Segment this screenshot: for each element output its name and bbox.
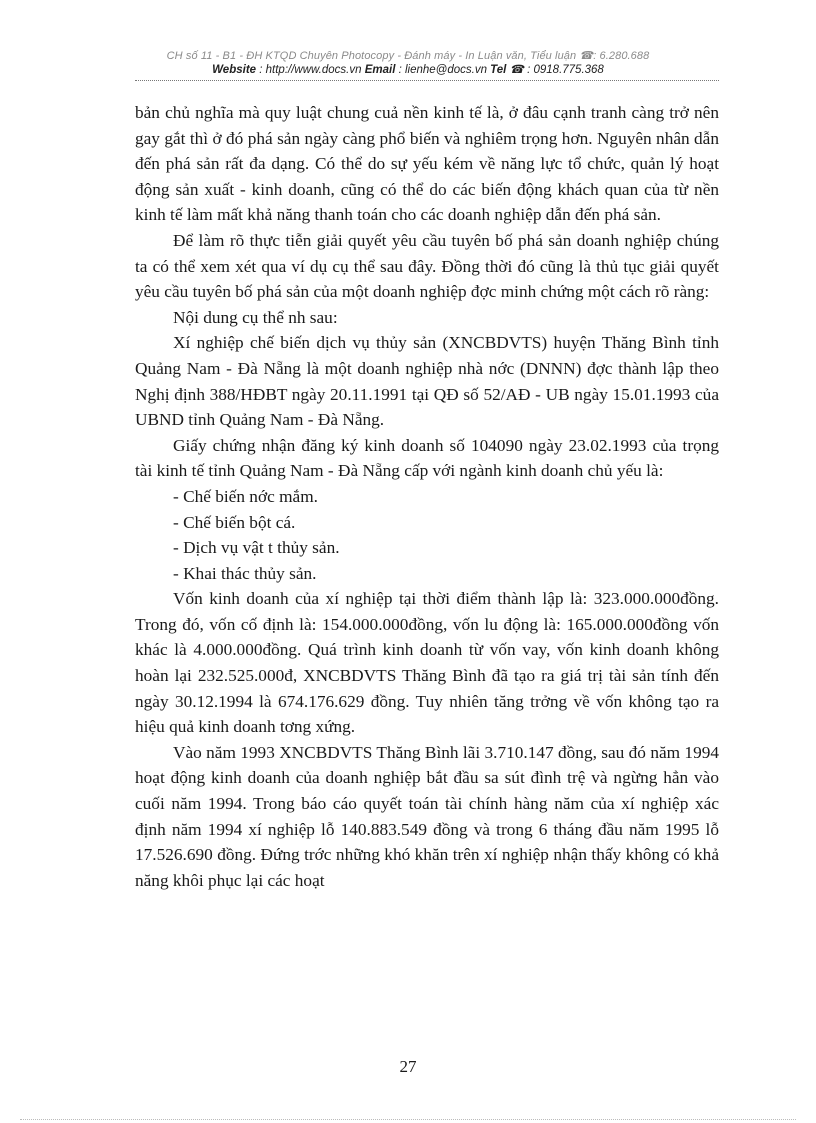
paragraph-4: Xí nghiệp chế biến dịch vụ thủy sản (XNCBDVTS) huyện Thăng Bình tỉnh Quảng Nam - Đà Nẵng là một doanh nghiệp nhà nớc (DNNN) đợc thành lập theo Nghị định 388/HĐBT ngày 20.11.1991 tại QĐ số 52/AĐ - UB ngày 15.01.1993 của UBND tỉnh Quảng Nam - Đà Nẵng. [135, 333, 719, 430]
document-body [135, 100, 719, 893]
tel-value: ☎ : 0918.775.368 [506, 64, 604, 76]
footer-divider [20, 1119, 796, 1120]
paragraph-5: Giấy chứng nhận đăng ký kinh doanh số 104090 ngày 23.02.1993 của trọng tài kinh tế tỉnh Quảng Nam - Đà Nẵng cấp với ngành kinh doanh chủ yếu là: [135, 435, 719, 481]
paragraph-3: Nội dung cụ thể nh sau: [173, 307, 338, 327]
website-label: Website [212, 64, 257, 76]
page-header [0, 50, 816, 78]
list-item: - Chế biến bột cá. [173, 512, 296, 532]
paragraph-2: Để làm rõ thực tiễn giải quyết yêu cầu tuyên bố phá sản doanh nghiệp chúng ta có thể xem xét qua ví dụ cụ thể sau đây. Đồng thời đó cũng là thủ tục giải quyết yêu cầu tuyên bố phá sản của một doanh nghiệp đợc minh chứng một cách rõ ràng: [135, 230, 719, 302]
header-divider [135, 80, 719, 81]
website-link[interactable]: : http://www.docs.vn [256, 64, 365, 76]
paragraph-6: Vốn kinh doanh của xí nghiệp tại thời điểm thành lập là: 323.000.000đồng. Trong đó, vốn cố định là: 154.000.000đồng, vốn lu động là: 165.000.000đồng vốn khác là 4.000.000đồng. Quá trình kinh doanh từ vốn vay, vốn kinh doanh không hoàn lại 232.525.000đ, XNCBDVTS Thăng Bình đã tạo ra giá trị tài sản tính đến ngày 30.12.1994 là 674.176.629 đồng. Tuy nhiên tăng trởng về vốn không tạo ra hiệu quả kinh doanh tơng xứng. [135, 589, 719, 737]
page-number: 27 [399, 1057, 417, 1076]
list-item: - Chế biến nớc mắm. [173, 486, 318, 506]
header-contact-line [0, 63, 816, 78]
email-label: Email [364, 64, 396, 76]
email-link[interactable]: : lienhe@docs.vn [395, 64, 491, 76]
list-item: - Khai thác thủy sản. [173, 563, 317, 583]
tel-label: Tel [490, 64, 507, 76]
paragraph-7: Vào năm 1993 XNCBDVTS Thăng Bình lãi 3.710.147 đồng, sau đó năm 1994 hoạt động kinh doanh của doanh nghiệp bắt đầu sa sút đình trệ và ngừng hẳn vào cuối năm 1994. Trong báo cáo quyết toán tài chính hàng năm của xí nghiệp xác định năm 1994 xí nghiệp lỗ 140.883.549 đồng và trong 6 tháng đầu năm 1995 lỗ 17.526.690 đồng. Đứng trớc những khó khăn trên xí nghiệp nhận thấy không có khả năng khôi phục lại các hoạt [135, 742, 719, 890]
paragraph-1: bản chủ nghĩa mà quy luật chung cuả nền kinh tế là, ở đâu cạnh tranh càng trở nên gay gắt thì ở đó phá sản ngày càng phổ biến và nghiêm trọng hơn. Nguyên nhân dẫn đến phá sản rất đa dạng. Có thể do sự yếu kém về năng lực tổ chức, quản lý hoạt động sản xuất - kinh doanh, cũng có thể do các biến động khách quan của từ nền kinh tế làm mất khả năng thanh toán cho các doanh nghiệp dẫn đến phá sản. [135, 103, 719, 225]
header-shop-info: CH số 11 - B1 - ĐH KTQD Chuyên Photocopy - Đánh máy - In Luận văn, Tiểu luận ☎: 6.280.688 [166, 50, 650, 62]
list-item: - Dịch vụ vật t thủy sản. [173, 538, 340, 558]
